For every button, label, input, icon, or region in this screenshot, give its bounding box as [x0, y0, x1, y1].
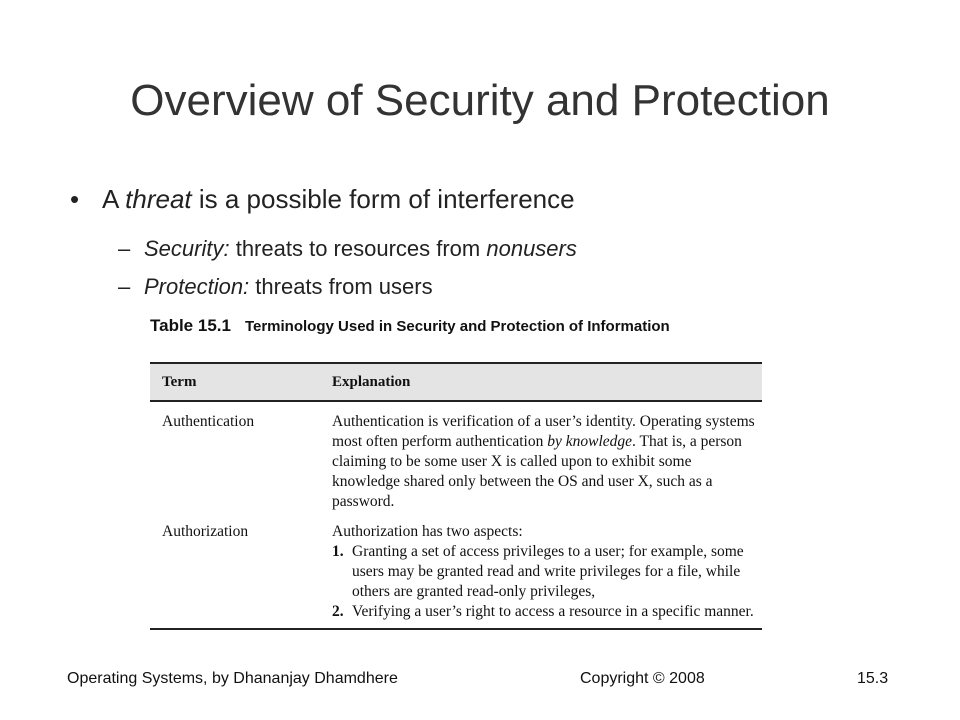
sub-bullet-term: Security:: [144, 236, 230, 261]
explanation-text: . That is, a person claiming to be some user X is called upon to exhibit some knowledge shared only between the OS and user X, such as a password.: [332, 433, 742, 510]
table-header-row: [150, 362, 762, 402]
list-item-text: Granting a set of access privileges to a user; for example, some users may be granted read and write privileges for a file, while others are granted read-only privileges,: [352, 543, 744, 600]
footer-slide-number: 15.3: [857, 670, 889, 687]
sub-bullet-security: [118, 236, 577, 262]
list-item-number: 1.: [332, 543, 344, 560]
explanation-intro: Authorization has two aspects:: [332, 523, 523, 540]
main-bullet: [70, 184, 575, 215]
sub-bullet-term: Protection:: [144, 274, 250, 299]
sub-bullet-text: threats to resources from: [229, 236, 487, 261]
table-cell-term: Authorization: [162, 523, 249, 540]
sub-bullet-text: threats from users: [249, 274, 433, 299]
table-header-explanation: Explanation: [332, 373, 411, 390]
bullet-pre: A: [102, 184, 126, 214]
bullet-emphasis: threat: [125, 184, 192, 214]
slide-title: Overview of Security and Protection: [130, 76, 830, 125]
terminology-table: [150, 362, 762, 630]
table-cell-term: Authentication: [162, 413, 255, 430]
table-row: [150, 522, 762, 622]
list-item-number: 2.: [332, 603, 344, 620]
footer-copyright: Copyright © 2008: [580, 670, 705, 687]
explanation-text: Authentication is verification of a user’s identity. Operating systems most often perform authentication: [332, 413, 755, 450]
table-caption: [150, 316, 710, 337]
table-cell-explanation: [332, 522, 762, 622]
sub-bullet-dash: –: [118, 236, 131, 261]
table-row: [150, 412, 762, 512]
list-item: [332, 542, 758, 602]
bullet-post: is a possible form of interference: [191, 184, 575, 214]
explanation-emphasis: by knowledge: [547, 433, 633, 450]
footer-book-title: Operating Systems, by Dhananjay Dhamdhere: [67, 670, 398, 687]
table-number: Table 15.1: [150, 316, 231, 335]
table-caption-text: Terminology Used in Security and Protection of Information: [244, 318, 670, 335]
table-cell-explanation: [332, 412, 762, 512]
list-item: [332, 602, 758, 622]
table-bottom-rule: [150, 628, 762, 630]
sub-bullet-protection: [118, 274, 433, 300]
bullet-dot: •: [70, 184, 80, 214]
sub-bullet-emphasis: nonusers: [486, 236, 577, 261]
sub-bullet-dash: –: [118, 274, 131, 299]
list-item-text: Verifying a user’s right to access a resource in a specific manner.: [352, 603, 754, 620]
table-header-term: Term: [162, 373, 197, 390]
